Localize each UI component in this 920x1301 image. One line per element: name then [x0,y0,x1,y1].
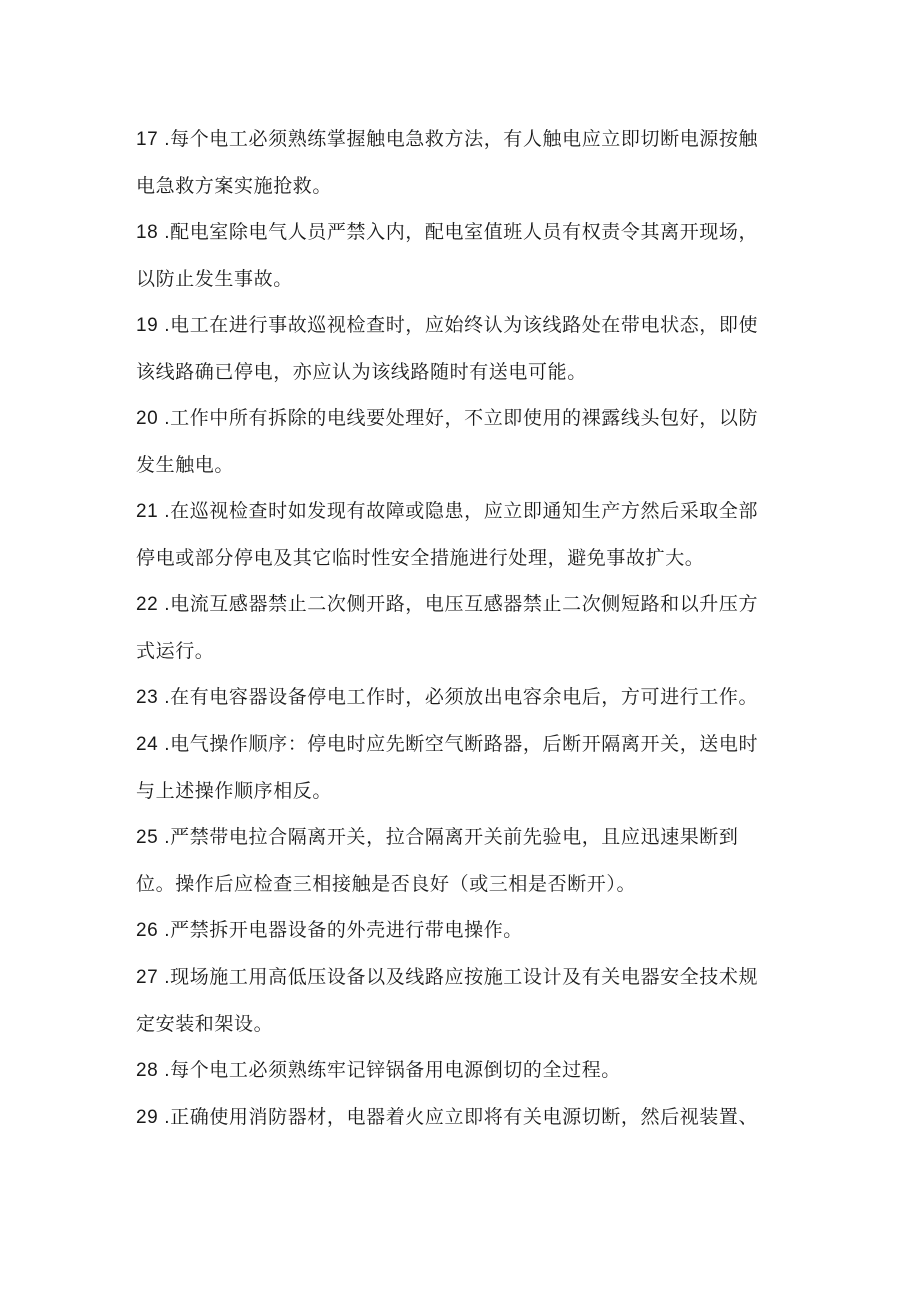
rule-text-line [136,768,786,814]
rule-number-separator: . [158,920,171,941]
rule-text: 配电室除电气人员严禁入内，配电室值班人员有权责令其离开现场， [170,221,759,243]
rule-item [136,674,786,721]
rule-number-separator: . [158,594,171,615]
rule-text: 电气操作顺序：停电时应先断空气断路器，后断开隔离开关，送电时 [170,733,759,755]
rule-list [136,116,786,1141]
rule-number-separator: . [158,827,171,848]
rule-number: 20 [136,408,159,429]
rule-text: 定安装和架设。 [136,1013,274,1035]
rule-number-separator: . [158,315,171,336]
rule-text: 电流互感器禁止二次侧开路，电压互感器禁止二次侧短路和以升压方 [170,593,759,615]
rule-text-line [136,116,786,163]
rule-item [136,954,786,1047]
rule-text-line [136,209,786,256]
rule-item [136,395,786,488]
rule-number: 27 [136,967,159,988]
rule-number: 26 [136,920,159,941]
rule-text-line [136,535,786,581]
rule-text-line [136,488,786,535]
rule-text: 工作中所有拆除的电线要处理好，不立即使用的裸露线头包好，以防 [170,407,759,429]
rule-text: 正确使用消防器材，电器着火应立即将有关电源切断，然后视装置、 [170,1106,759,1128]
rule-text: 电工在进行事故巡视检查时，应始终认为该线路处在带电状态，即使 [170,314,759,336]
rule-text: 严禁带电拉合隔离开关，拉合隔离开关前先验电，且应迅速果断到 [170,826,739,848]
rule-number: 22 [136,594,159,615]
rule-number: 29 [136,1107,159,1128]
rule-number-separator: . [158,1107,171,1128]
rule-text: 电急救方案实施抢救。 [136,175,333,197]
rule-item [136,721,786,814]
rule-text-line [136,442,786,488]
rule-number: 23 [136,687,159,708]
rule-text: 该线路确已停电，亦应认为该线路随时有送电可能。 [136,361,587,383]
rule-text-line [136,1047,786,1094]
rule-text: 每个电工必须熟练牢记锌锅备用电源倒切的全过程。 [170,1059,621,1081]
rule-item [136,1094,786,1141]
rule-item [136,302,786,395]
rule-number-separator: . [158,222,171,243]
rule-number: 21 [136,501,159,522]
rule-text: 式运行。 [136,640,215,662]
rule-text-line [136,721,786,768]
rule-number: 19 [136,315,159,336]
rule-text: 在有电容器设备停电工作时，必须放出电容余电后，方可进行工作。 [170,686,759,708]
rule-text-line [136,163,786,209]
rule-item [136,581,786,674]
rule-number-separator: . [158,687,171,708]
rule-text-line [136,954,786,1001]
rule-text: 每个电工必须熟练掌握触电急救方法，有人触电应立即切断电源按触 [170,128,759,150]
rule-text: 现场施工用高低压设备以及线路应按施工设计及有关电器安全技术规 [170,966,759,988]
rule-text-line [136,861,786,907]
rule-number-separator: . [158,501,171,522]
rule-number-separator: . [158,1060,171,1081]
rule-number: 17 [136,129,159,150]
rule-item [136,814,786,907]
rule-text-line [136,907,786,954]
rule-text-line [136,814,786,861]
rule-number: 24 [136,734,159,755]
rule-text: 与上述操作顺序相反。 [136,780,333,802]
rule-item [136,1047,786,1094]
rule-item [136,488,786,581]
rule-number-separator: . [158,129,171,150]
rule-text: 停电或部分停电及其它临时性安全措施进行处理，避免事故扩大。 [136,547,705,569]
rule-number: 28 [136,1060,159,1081]
rule-text: 严禁拆开电器设备的外壳进行带电操作。 [170,919,523,941]
rule-text-line [136,674,786,721]
rule-text-line [136,349,786,395]
rule-text-line [136,302,786,349]
rule-number-separator: . [158,408,171,429]
rule-text-line [136,1001,786,1047]
rule-text-line [136,395,786,442]
rule-text: 在巡视检查时如发现有故障或隐患，应立即通知生产方然后采取全部 [170,500,759,522]
rule-text-line [136,1094,786,1141]
rule-item [136,209,786,302]
rule-number: 18 [136,222,159,243]
rule-text-line [136,581,786,628]
rule-text: 以防止发生事故。 [136,268,293,290]
rule-number-separator: . [158,967,171,988]
rule-text: 位。操作后应检查三相接触是否良好（或三相是否断开）。 [136,873,637,895]
rule-text: 发生触电。 [136,454,235,476]
rule-item [136,907,786,954]
rule-text-line [136,628,786,674]
rule-number: 25 [136,827,159,848]
rule-text-line [136,256,786,302]
rule-item [136,116,786,209]
rule-number-separator: . [158,734,171,755]
